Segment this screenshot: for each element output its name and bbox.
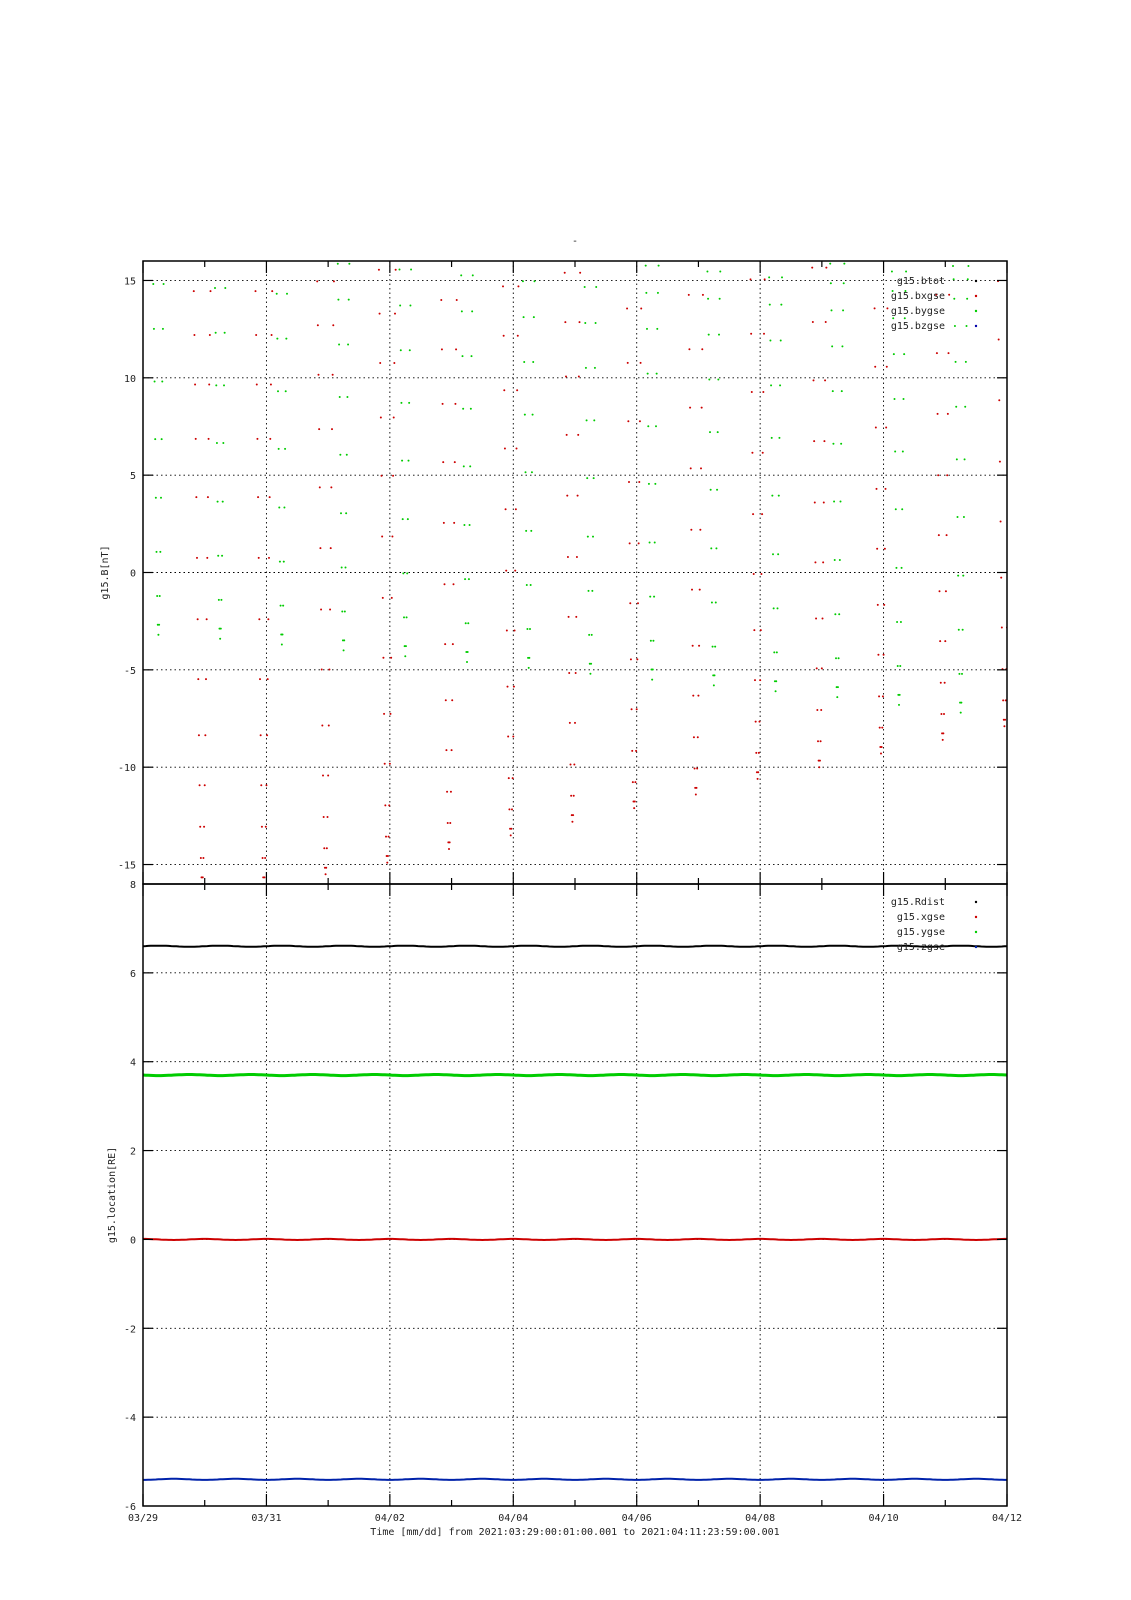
x-tick-label: 04/12 [991, 1513, 1023, 1524]
x-tick-label: 04/04 [498, 1513, 529, 1524]
bottom-panel-ylabel: g15.location[RE] [107, 1146, 118, 1244]
bottom-panel-ticks [124, 880, 1007, 1513]
g15-Rdist-line [143, 946, 1007, 947]
legend-label: g15.bzgse [890, 321, 945, 332]
top-panel-legend [891, 276, 977, 332]
legend-label: g15.Rdist [890, 897, 945, 908]
legend-label: g15.ygse [896, 927, 945, 938]
y-tick-label: 4 [129, 1057, 136, 1069]
x-tick-label: 03/31 [251, 1513, 282, 1524]
x-tick-label: 04/06 [621, 1513, 652, 1524]
legend-swatch [975, 295, 977, 297]
page-title: - [571, 236, 579, 247]
y-tick-label: 6 [129, 968, 136, 980]
legend-swatch [975, 931, 977, 933]
legend-swatch [975, 916, 977, 918]
time-axis [128, 1513, 1022, 1524]
legend-label: g15.zgse [896, 942, 945, 953]
g15-zgse-line [143, 1479, 1007, 1480]
y-tick-label: 5 [129, 471, 136, 483]
top-panel-data [152, 258, 1008, 885]
g15-xgse-line [143, 1239, 1007, 1240]
y-tick-label: -15 [117, 860, 136, 872]
x-tick-label: 04/08 [745, 1513, 776, 1524]
bottom-panel-frame [143, 884, 1007, 1506]
legend-label: g15.bygse [890, 306, 945, 317]
bottom-panel-legend [891, 897, 977, 953]
legend-swatch [975, 901, 977, 903]
y-tick-label: 8 [129, 880, 136, 891]
bottom-panel-data [143, 946, 1007, 1480]
bottom-panel-grid [143, 884, 1007, 1506]
bygse-series [152, 259, 969, 714]
y-tick-label: -4 [123, 1413, 136, 1425]
legend-swatch [975, 325, 977, 327]
y-tick-label: -6 [123, 1502, 136, 1513]
legend-swatch [975, 310, 977, 312]
y-tick-label: 0 [129, 568, 136, 580]
location-panel [107, 880, 1007, 1513]
magnetic-field-panel [100, 258, 1008, 885]
y-tick-label: 10 [123, 373, 136, 385]
x-axis-label: Time [mm/dd] from 2021:03:29:00:01:00.001 to 2021:04:11:23:59:00.001 [370, 1527, 780, 1538]
x-tick-label: 04/10 [868, 1513, 899, 1524]
y-tick-label: 15 [123, 276, 136, 288]
legend-label: g15.bxgse [890, 291, 945, 302]
bxgse-series [193, 258, 1008, 885]
top-panel-ylabel: g15.B[nT] [100, 545, 111, 600]
top-panel-grid [143, 261, 1007, 884]
y-tick-label: -2 [123, 1324, 136, 1336]
y-tick-label: -5 [123, 665, 136, 677]
x-tick-label: 03/29 [127, 1513, 159, 1524]
legend-swatch [975, 946, 977, 948]
g15-ygse-line [143, 1075, 1007, 1076]
legend-label: g15.btot [896, 276, 945, 287]
y-tick-label: -10 [117, 763, 136, 775]
y-tick-label: 0 [129, 1235, 136, 1247]
legend-swatch [975, 280, 977, 282]
legend-label: g15.xgse [896, 912, 945, 923]
x-tick-label: 04/02 [374, 1513, 405, 1524]
y-tick-label: 2 [129, 1146, 136, 1158]
